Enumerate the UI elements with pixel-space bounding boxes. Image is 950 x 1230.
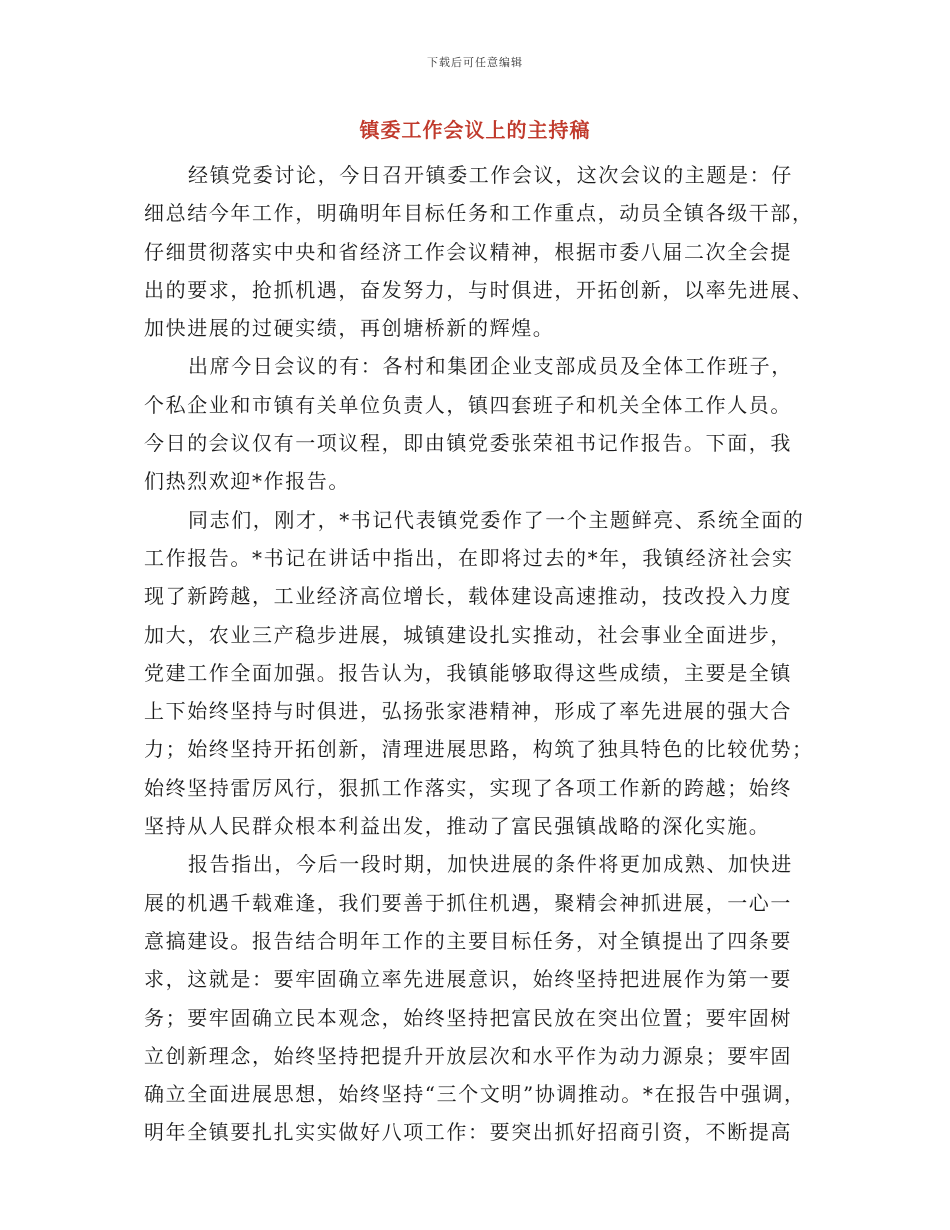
paragraph-line: 求，这就是：要牢固确立率先进展意识，始终坚持把进展作为第一要: [144, 967, 792, 992]
paragraph-line: 坚持从人民群众根本利益出发，推动了富民强镇战略的深化实施。: [144, 814, 771, 839]
paragraph-line: 立创新理念，始终坚持把提升开放层次和水平作为动力源泉；要牢固: [144, 1043, 792, 1068]
paragraph-line: 加快进展的过硬实绩，再创塘桥新的辉煌。: [144, 316, 555, 341]
paragraph-line: 确立全面进展思想，始终坚持“三个文明”协调推动。*在报告中强调，: [144, 1082, 806, 1107]
paragraph-line: 仔细贯彻落实中央和省经济工作会议精神，根据市委八届二次全会提: [144, 239, 792, 264]
paragraph-line: 个私企业和市镇有关单位负责人，镇四套班子和机关全体工作人员。: [144, 392, 792, 417]
paragraph-line: 力；始终坚持开拓创新，清理进展思路，构筑了独具特色的比较优势；: [144, 737, 814, 762]
paragraph-line: 工作报告。*书记在讲话中指出，在即将过去的*年，我镇经济社会实: [144, 545, 794, 570]
header-note: 下载后可任意编辑: [427, 56, 523, 69]
paragraph-line: 加大，农业三产稳步进展，城镇建设扎实推动，社会事业全面进步，: [144, 622, 792, 647]
paragraph-line: 报告指出，今后一段时期，加快进展的条件将更加成熟、加快进: [188, 852, 793, 877]
paragraph-line: 细总结今年工作，明确明年目标任务和工作重点，动员全镇各级干部，: [144, 201, 814, 226]
paragraph-line: 展的机遇千载难逢，我们要善于抓住机遇，聚精会神抓进展，一心一: [144, 890, 792, 915]
paragraph-line: 出的要求，抢抓机遇，奋发努力，与时俱进，开拓创新，以率先进展、: [144, 277, 814, 302]
paragraph-line: 务；要牢固确立民本观念，始终坚持把富民放在突出位置；要牢固树: [144, 1005, 792, 1030]
paragraph-line: 经镇党委讨论，今日召开镇委工作会议，这次会议的主题是：仔: [188, 163, 793, 187]
paragraph-line: 今日的会议仅有一项议程，即由镇党委张荣祖书记作报告。下面，我: [144, 431, 792, 456]
paragraph-line: 同志们，刚才，*书记代表镇党委作了一个主题鲜亮、系统全面的: [188, 507, 805, 532]
paragraph-line: 现了新跨越，工业经济高位增长，载体建设高速推动，技改投入力度: [144, 584, 792, 609]
paragraph-line: 出席今日会议的有：各村和集团企业支部成员及全体工作班子，: [188, 354, 793, 379]
paragraph-line: 始终坚持雷厉风行，狠抓工作落实，实现了各项工作新的跨越；始终: [144, 775, 792, 800]
paragraph-2: [144, 347, 814, 500]
paragraph-line: 明年全镇要扎扎实实做好八项工作：要突出抓好招商引资，不断提高: [144, 1120, 792, 1145]
document-body: [144, 156, 814, 1152]
document-title: 镇委工作会议上的主持稿: [359, 118, 591, 142]
paragraph-4: [144, 845, 814, 1151]
paragraph-line: 们热烈欢迎*作报告。: [144, 469, 350, 494]
paragraph-line: 上下始终坚持与时俱进，弘扬张家港精神，形成了率先进展的强大合: [144, 699, 792, 724]
paragraph-1: [144, 156, 814, 347]
paragraph-line: 党建工作全面加强。报告认为，我镇能够取得这些成绩，主要是全镇: [144, 660, 792, 685]
paragraph-3: [144, 501, 814, 846]
paragraph-line: 意搞建设。报告结合明年工作的主要目标任务，对全镇提出了四条要: [144, 928, 792, 953]
